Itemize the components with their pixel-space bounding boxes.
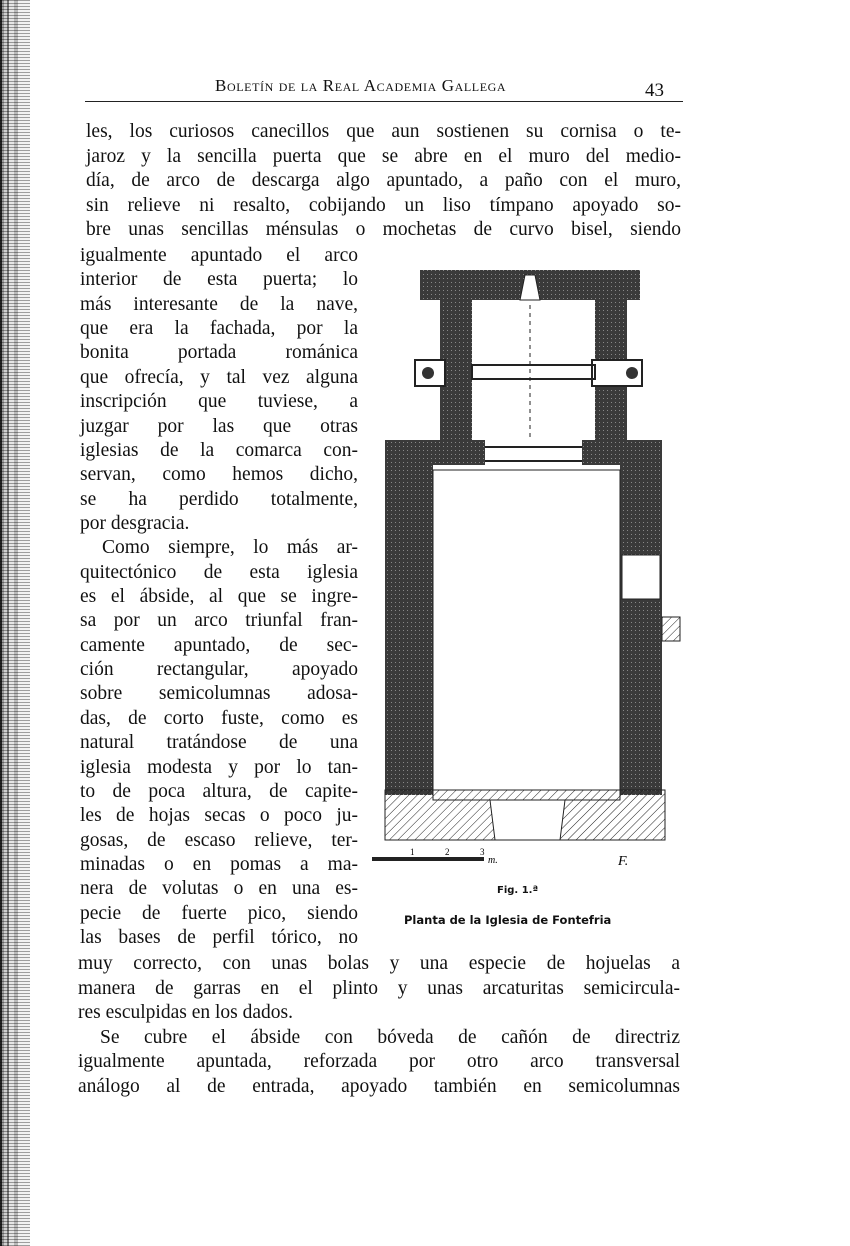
text-line: bonita portada románica (80, 342, 358, 364)
text-line: se ha perdido totalmente, (80, 488, 358, 510)
text-line: igualmente apuntada, reforzada por otro arco transversal (78, 1051, 680, 1072)
text-line: que era la fachada, por la (80, 318, 358, 340)
text-line: es el ábside, al que se ingre- (80, 586, 358, 608)
nave-front-right (582, 440, 662, 465)
nave-wall-right (620, 440, 662, 795)
transverse-arch (472, 365, 595, 379)
text-line: más interesante de la nave, (80, 293, 358, 315)
text-line: Como siempre, lo más ar- (102, 537, 358, 559)
text-line: sin relieve ni resalto, cobijando un liso tímpano apoyado so- (86, 194, 681, 216)
text-line: ción rectangular, apoyado (80, 659, 358, 681)
text-line: las bases de perfil tórico, no (80, 927, 358, 949)
south-door (622, 555, 660, 599)
text-line: jaroz y la sencilla puerta que se abre en el muro del medio- (86, 145, 681, 167)
text-line: análogo al de entrada, apoyado también en semicolumnas (78, 1075, 680, 1097)
text-line: iglesias de la comarca con- (80, 439, 358, 461)
scale-tick-3: 3 (480, 847, 485, 857)
text-line: bre unas sencillas ménsulas o mochetas de curvo bisel, siendo (86, 219, 681, 241)
text-line: das, de corto fuste, como es (80, 707, 358, 729)
church-floor-plan (370, 265, 690, 875)
text-line: servan, como hemos dicho, (80, 464, 358, 486)
text-line: pecie de fuerte pico, siendo (80, 902, 358, 924)
header-rule (85, 101, 683, 102)
running-title: Boletín de la Real Academia Gallega (215, 76, 507, 95)
text-line: que ofrecía, y tal vez alguna (80, 366, 358, 388)
scale-tick-1: 1 (410, 847, 415, 857)
buttress (662, 617, 680, 641)
page-number: 43 (645, 80, 664, 101)
scale-tick-2: 2 (445, 847, 450, 857)
figure-caption: Planta de la Iglesia de Fontefria (404, 913, 612, 927)
text-line: iglesia modesta y por lo tan- (80, 756, 358, 778)
text-line: camente apuntado, de sec- (80, 634, 358, 656)
text-line: inscripción que tuviese, a (80, 391, 358, 413)
text-line: sobre semicolumnas adosa- (80, 683, 358, 705)
text-line: gosas, de escaso relieve, ter- (80, 829, 358, 851)
text-line: día, de arco de descarga algo apuntado, a paño con el muro, (86, 170, 681, 192)
text-line: res esculpidas en los dados. (78, 1002, 293, 1023)
text-line: les, los curiosos canecillos que aun sostienen su cornisa o te- (86, 121, 681, 142)
nave-wall-left (385, 440, 433, 795)
text-line: sa por un arco triunfal fran- (80, 610, 358, 632)
text-line: nera de volutas o en una es- (80, 878, 358, 900)
text-line: les de hojas secas o poco ju- (80, 805, 358, 827)
text-line: interior de esta puerta; lo (80, 269, 358, 291)
text-line: manera de garras en el plinto y unas arcaturitas semicircula- (78, 977, 680, 999)
text-line: to de poca altura, de capite- (80, 780, 358, 802)
figure-label: Fig. 1.ª (497, 885, 539, 896)
scale-unit: m. (488, 855, 498, 866)
text-line: minadas o en pomas a ma- (80, 854, 358, 875)
scale-bar (372, 857, 484, 861)
text-line: juzgar por las que otras (80, 415, 358, 437)
text-line: igualmente apuntado el arco (80, 245, 358, 266)
text-line: por desgracia. (80, 512, 190, 534)
text-line: muy correcto, con unas bolas y una especie de hojuelas a (78, 953, 680, 974)
text-line: natural tratándose de una (80, 732, 358, 754)
nave-front-left (385, 440, 485, 465)
west-door (490, 800, 565, 840)
scan-edge (0, 0, 30, 1246)
text-line: Se cubre el ábside con bóveda de cañón de directriz (100, 1026, 680, 1048)
artist-signature: F. (618, 854, 629, 869)
nave-interior (433, 470, 620, 800)
triumphal-arch (472, 447, 595, 461)
text-line: quitectónico de esta iglesia (80, 561, 358, 583)
